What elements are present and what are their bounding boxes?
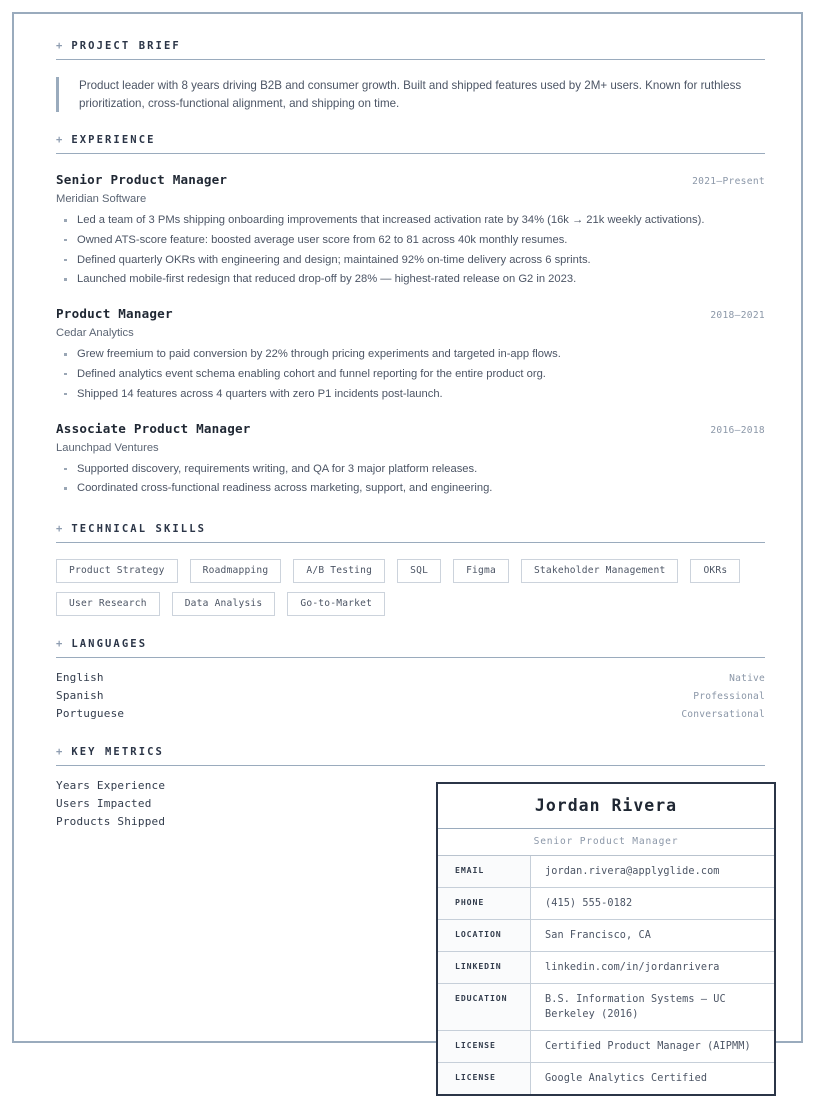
job-dates: 2021–Present: [692, 176, 765, 187]
contact-label: PHONE: [438, 888, 531, 919]
job-bullet: Coordinated cross-functional readiness across marketing, support, and engineering.: [56, 480, 765, 497]
plus-icon: +: [56, 638, 63, 651]
contact-value-education: B.S. Information Systems — UC Berkeley (2016): [545, 994, 726, 1020]
resume-page: [12, 12, 803, 1084]
contact-row: [438, 920, 774, 952]
job-bullet: Supported discovery, requirements writing, and QA for 3 major platform releases.: [56, 461, 765, 478]
section-heading-languages: [56, 638, 765, 657]
language-row: [56, 707, 765, 720]
contact-row: [438, 1031, 774, 1063]
job-title: Associate Product Manager: [56, 420, 251, 436]
contact-label: LICENSE: [438, 1031, 531, 1062]
section-experience: [56, 134, 765, 497]
metric-name: Years Experience: [56, 779, 166, 793]
section-divider: [56, 542, 765, 543]
job-bullet: Launched mobile-first redesign that reduced drop-off by 28% — highest-rated release on G2 in 2023.: [56, 271, 765, 288]
job-dates: 2016–2018: [710, 424, 765, 436]
experience-header: [56, 306, 765, 321]
contact-value-phone[interactable]: (415) 555-0182: [545, 898, 633, 909]
contact-value-linkedin[interactable]: linkedin.com/in/jordanrivera: [545, 962, 720, 973]
section-heading-key-metrics: [56, 746, 765, 765]
skill-tag[interactable]: A/B Testing: [293, 559, 385, 583]
job-bullet: Led a team of 3 PMs shipping onboarding improvements that increased activation rate by 34% (16k → 21k weekly activations).: [56, 212, 765, 229]
skill-tag[interactable]: Stakeholder Management: [521, 559, 678, 583]
candidate-role: Senior Product Manager: [438, 829, 774, 856]
metric-name: Products Shipped: [56, 815, 166, 829]
section-heading-project-brief: [56, 40, 765, 59]
section-heading-label: TECHNICAL SKILLS: [71, 523, 207, 536]
skill-tag[interactable]: Roadmapping: [190, 559, 282, 583]
language-level: Professional: [693, 691, 765, 703]
section-heading-label: EXPERIENCE: [71, 134, 156, 146]
language-name: Spanish: [56, 689, 104, 703]
contact-value-location: San Francisco, CA: [545, 930, 651, 941]
job-bullet: Defined quarterly OKRs with engineering and design; maintained 92% on-time delivery across 6 sprints.: [56, 252, 765, 269]
language-name: Portuguese: [56, 707, 125, 721]
metric-name: Users Impacted: [56, 797, 152, 811]
skill-tag[interactable]: Figma: [453, 559, 509, 583]
brief-text: Product leader with 8 years driving B2B and consumer growth. Built and shipped features used by 2M+ users. Known for ruthless prioritization, cross-functional alignment, and shipping on time.: [79, 79, 742, 110]
contact-row: [438, 888, 774, 920]
section-divider: [56, 765, 765, 766]
job-bullet: Owned ATS-score feature: boosted average user score from 62 to 81 across 40k monthly resumes.: [56, 232, 765, 249]
job-bullet: Grew freemium to paid conversion by 22% through pricing experiments and targeted in-app flows.: [56, 346, 765, 363]
section-heading-label: KEY METRICS: [71, 746, 164, 759]
language-row: [56, 671, 765, 684]
job-bullet: Defined analytics event schema enabling cohort and funnel reporting for the entire product org.: [56, 366, 765, 383]
skill-tag[interactable]: User Research: [56, 592, 160, 616]
section-heading-label: LANGUAGES: [71, 638, 148, 651]
job-bullets: [56, 461, 765, 498]
section-divider: [56, 153, 765, 154]
contact-row: [438, 1063, 774, 1094]
job-company: Launchpad Ventures: [56, 441, 159, 454]
job-dates: 2018–2021: [710, 310, 765, 322]
language-level: Conversational: [681, 709, 765, 721]
contact-value-license: Google Analytics Certified: [545, 1073, 708, 1084]
experience-entry: [56, 421, 765, 498]
job-bullets: [56, 212, 765, 288]
section-heading-label: PROJECT BRIEF: [71, 40, 181, 52]
plus-icon: +: [56, 523, 63, 536]
skill-tag-list: [56, 559, 746, 616]
plus-icon: +: [56, 746, 63, 759]
contact-row: [438, 952, 774, 984]
section-heading-technical-skills: [56, 523, 765, 542]
experience-header: [56, 172, 765, 187]
experience-entry: [56, 306, 765, 402]
contact-label: LICENSE: [438, 1063, 531, 1094]
contact-label: EDUCATION: [438, 984, 531, 1030]
experience-entry: [56, 172, 765, 288]
contact-value-license: Certified Product Manager (AIPMM): [545, 1041, 751, 1052]
job-bullets: [56, 346, 765, 402]
experience-header: [56, 421, 765, 436]
resume-content: [56, 40, 765, 833]
skill-tag[interactable]: Product Strategy: [56, 559, 178, 583]
section-technical-skills: [56, 523, 765, 616]
language-level: Native: [729, 673, 765, 685]
contact-label: LOCATION: [438, 920, 531, 951]
job-title: Product Manager: [56, 306, 173, 322]
contact-value-email[interactable]: jordan.rivera@applyglide.com: [545, 866, 720, 877]
job-bullet: Shipped 14 features across 4 quarters with zero P1 incidents post-launch.: [56, 386, 765, 403]
skill-tag[interactable]: SQL: [397, 559, 441, 583]
job-company: Cedar Analytics: [56, 327, 134, 340]
section-heading-experience: [56, 134, 765, 153]
contact-row: [438, 856, 774, 888]
section-project-brief: [56, 40, 765, 112]
section-divider: [56, 59, 765, 60]
skill-tag[interactable]: Go-to-Market: [287, 592, 385, 616]
contact-row: [438, 984, 774, 1031]
contact-label: EMAIL: [438, 856, 531, 887]
section-divider: [56, 657, 765, 658]
language-list: [56, 671, 765, 720]
brief-quote-block: [56, 77, 765, 112]
contact-card: [436, 782, 776, 1096]
skill-tag[interactable]: OKRs: [690, 559, 740, 583]
candidate-name: Jordan Rivera: [438, 784, 774, 829]
language-row: [56, 689, 765, 702]
plus-icon: +: [56, 134, 63, 146]
job-company: Meridian Software: [56, 193, 147, 205]
section-languages: [56, 638, 765, 720]
plus-icon: +: [56, 40, 63, 52]
job-title: Senior Product Manager: [56, 172, 228, 187]
skill-tag[interactable]: Data Analysis: [172, 592, 276, 616]
language-name: English: [56, 671, 104, 685]
contact-label: LINKEDIN: [438, 952, 531, 983]
